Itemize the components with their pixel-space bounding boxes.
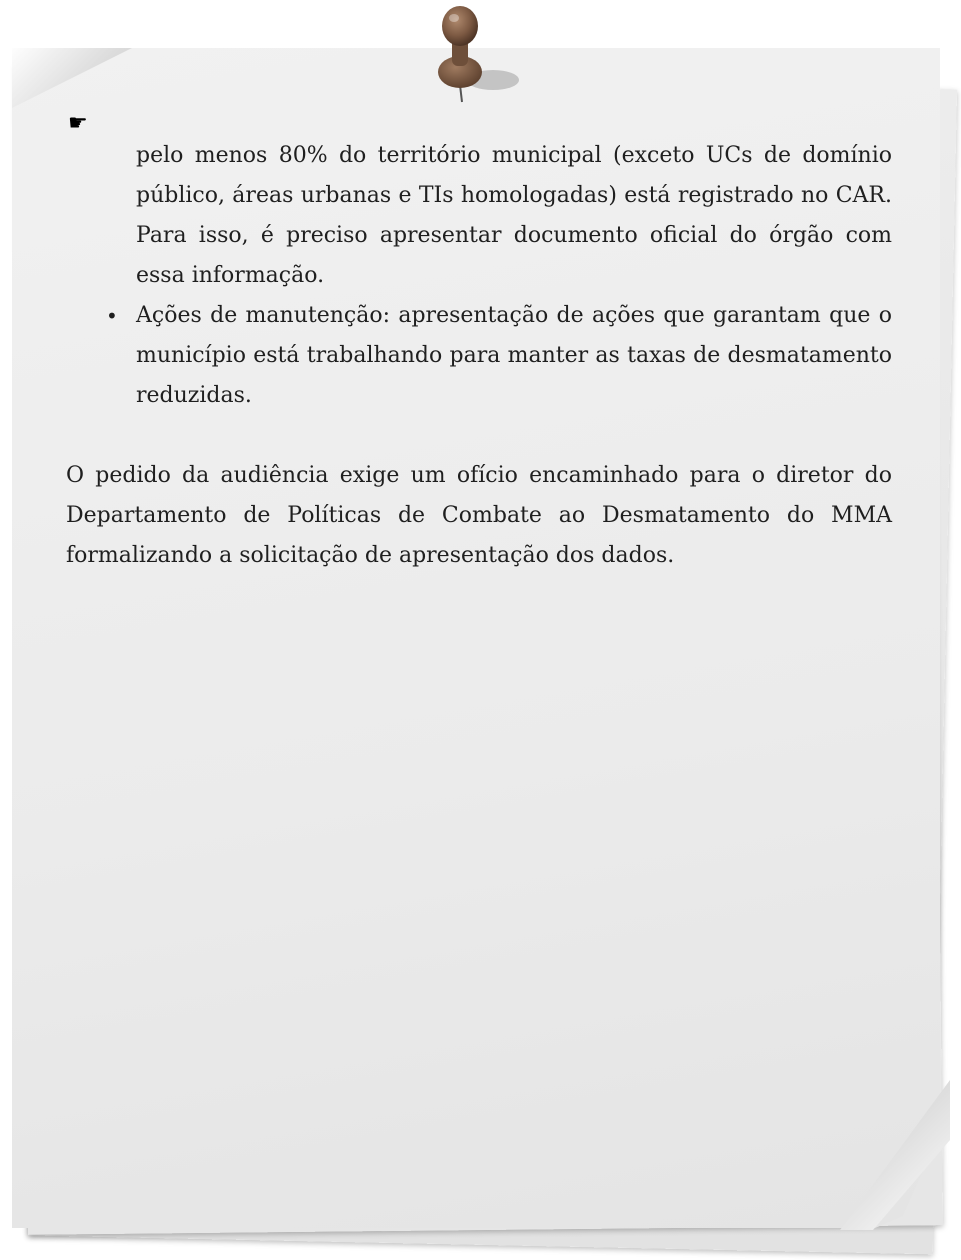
list-item-text: pelo menos 80% do território municipal (exceto UCs de domínio público, áreas urbanas e TIs homologadas) está registrado no CAR. Para isso, é preciso apresentar documento oficial do órgão com essa informação. xyxy=(136,143,892,288)
list-item xyxy=(66,112,892,296)
body-paragraph: O pedido da audiência exige um ofício encaminhado para o diretor do Departamento de Políticas de Combate ao Desmatamento do MMA formalizando a solicitação de apresentação dos dados. xyxy=(66,463,892,568)
list-item-text: Ações de manutenção: apresentação de ações que garantam que o município está trabalhando para manter as taxas de desmatamento reduzidas. xyxy=(136,303,892,408)
pointing-hand-icon: ☛ xyxy=(68,111,88,136)
list-item xyxy=(66,296,892,416)
push-pin-icon xyxy=(418,0,528,110)
note-content xyxy=(66,112,892,576)
bullet-icon: • xyxy=(106,304,118,328)
